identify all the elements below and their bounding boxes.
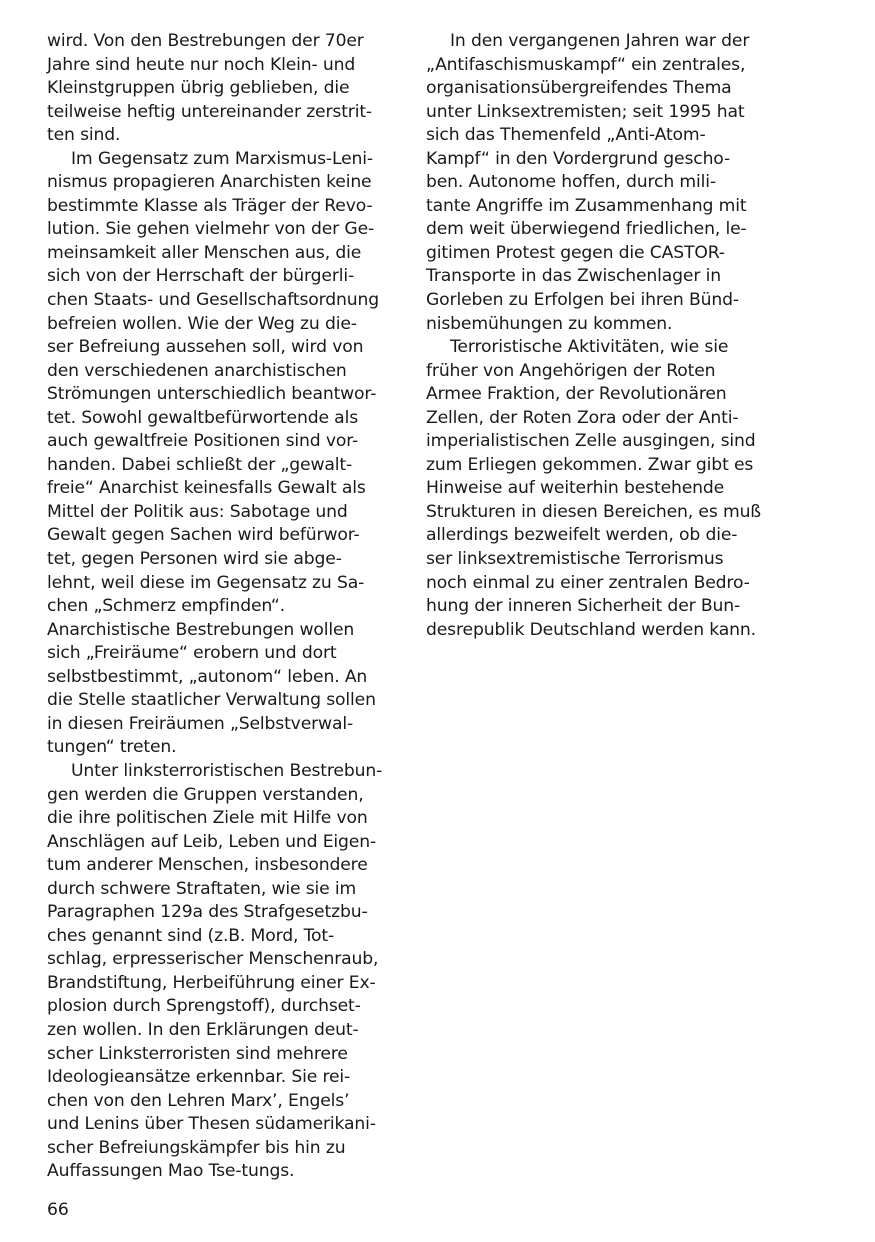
text-line: die ihre politischen Ziele mit Hilfe von bbox=[47, 808, 368, 829]
text-line: lehnt, weil diese im Gegensatz zu Sa- bbox=[47, 572, 365, 593]
text-line: gen werden die Gruppen verstanden, bbox=[47, 784, 364, 805]
page-number: 66 bbox=[47, 1200, 69, 1220]
text-line: noch einmal zu einer zentralen Bedro- bbox=[426, 572, 750, 593]
text-line: freie“ Anarchist keinesfalls Gewalt als bbox=[47, 478, 366, 499]
text-line: organisationsübergreifendes Thema bbox=[426, 78, 732, 99]
text-line: tet, gegen Personen wird sie abge- bbox=[47, 549, 342, 570]
text-line: zum Erliegen gekommen. Zwar gibt es bbox=[426, 454, 754, 475]
text-line: befreien wollen. Wie der Weg zu die- bbox=[47, 313, 357, 334]
text-line: ser Befreiung aussehen soll, wird von bbox=[47, 337, 364, 358]
text-line: und Lenins über Thesen südamerikani- bbox=[47, 1114, 376, 1135]
text-line: Mittel der Politik aus: Sabotage und bbox=[47, 501, 348, 522]
text-line: Transporte in das Zwischenlager in bbox=[426, 266, 721, 287]
text-line: sich von der Herrschaft der bürgerli- bbox=[47, 266, 355, 287]
text-line: ben. Autonome hoffen, durch mili- bbox=[426, 172, 716, 193]
text-line: Kleinstgruppen übrig geblieben, die bbox=[47, 78, 350, 99]
text-line: Paragraphen 129a des Strafgesetzbu- bbox=[47, 902, 368, 923]
text-line: durch schwere Straftaten, wie sie im bbox=[47, 878, 357, 899]
text-line: tum anderer Menschen, insbesondere bbox=[47, 855, 368, 876]
text-line: Ideologieansätze erkennbar. Sie rei- bbox=[47, 1067, 351, 1088]
text-line: scher Linksterroristen sind mehrere bbox=[47, 1043, 348, 1064]
right-text-column bbox=[426, 30, 776, 642]
text-line: Strömungen unterschiedlich beantwor- bbox=[47, 384, 377, 405]
text-line: Jahre sind heute nur noch Klein- und bbox=[47, 54, 356, 75]
text-line: Hinweise auf weiterhin bestehende bbox=[426, 478, 725, 499]
text-line: ten sind. bbox=[47, 125, 121, 146]
text-line: tet. Sowohl gewaltbefürwortende als bbox=[47, 407, 358, 428]
text-line: Brandstiftung, Herbeiführung einer Ex- bbox=[47, 972, 376, 993]
text-line: früher von Angehörigen der Roten bbox=[426, 360, 716, 381]
text-line: lution. Sie gehen vielmehr von der Ge- bbox=[47, 219, 375, 240]
text-line: bestimmte Klasse als Träger der Revo- bbox=[47, 195, 373, 216]
text-line: scher Befreiungskämpfer bis hin zu bbox=[47, 1137, 346, 1158]
text-line: Anarchistische Bestrebungen wollen bbox=[47, 619, 355, 640]
text-line: Armee Fraktion, der Revolutionären bbox=[426, 384, 727, 405]
text-line: auch gewaltfreie Positionen sind vor- bbox=[47, 431, 359, 452]
text-line: gitimen Protest gegen die CASTOR- bbox=[426, 242, 725, 263]
text-line: Gewalt gegen Sachen wird befürwor- bbox=[47, 525, 360, 546]
text-line: tungen“ treten. bbox=[47, 737, 177, 758]
text-line: imperialistischen Zelle ausgingen, sind bbox=[426, 431, 756, 452]
text-line: schlag, erpresserischer Menschenraub, bbox=[47, 949, 379, 970]
left-text-column bbox=[47, 30, 397, 1184]
text-line: Gorleben zu Erfolgen bei ihren Bünd- bbox=[426, 290, 739, 311]
text-line: nisbemühungen zu kommen. bbox=[426, 313, 673, 334]
text-line: zen wollen. In den Erklärungen deut- bbox=[47, 1019, 359, 1040]
text-line: Im Gegensatz zum Marxismus-Leni- bbox=[71, 148, 373, 169]
text-line: die Stelle staatlicher Verwaltung sollen bbox=[47, 690, 376, 711]
text-line: chen Staats- und Gesellschaftsordnung bbox=[47, 290, 379, 311]
text-line: Kampf“ in den Vordergrund gescho- bbox=[426, 148, 731, 169]
text-line: ches genannt sind (z.B. Mord, Tot- bbox=[47, 925, 335, 946]
text-line: ser linksextremistische Terrorismus bbox=[426, 549, 724, 570]
text-line: handen. Dabei schließt der „gewalt- bbox=[47, 454, 353, 475]
text-line: sich „Freiräume“ erobern und dort bbox=[47, 643, 337, 664]
text-line: desrepublik Deutschland werden kann. bbox=[426, 619, 756, 640]
text-line: Zellen, der Roten Zora oder der Anti- bbox=[426, 407, 739, 428]
text-line: den verschiedenen anarchistischen bbox=[47, 360, 347, 381]
text-line: wird. Von den Bestrebungen der 70er bbox=[47, 31, 364, 51]
text-line: nismus propagieren Anarchisten keine bbox=[47, 172, 372, 193]
text-line: „Antifaschismuskampf“ ein zentrales, bbox=[426, 54, 746, 75]
text-line: allerdings bezweifelt werden, ob die- bbox=[426, 525, 738, 546]
text-line: dem weit überwiegend friedlichen, le- bbox=[426, 219, 747, 240]
text-line: plosion durch Sprengstoff), durchset- bbox=[47, 996, 361, 1017]
text-line: unter Linksextremisten; seit 1995 hat bbox=[426, 101, 745, 122]
text-line: teilweise heftig untereinander zerstrit- bbox=[47, 101, 372, 122]
text-line: Strukturen in diesen Bereichen, es muß bbox=[426, 501, 761, 522]
text-line: chen „Schmerz empfinden“. bbox=[47, 596, 285, 617]
text-line: Anschlägen auf Leib, Leben und Eigen- bbox=[47, 831, 377, 852]
text-line: in diesen Freiräumen „Selbstverwal- bbox=[47, 713, 354, 734]
text-line: tante Angriffe im Zusammenhang mit bbox=[426, 195, 747, 216]
text-line: In den vergangenen Jahren war der bbox=[450, 31, 750, 51]
text-line: Auffassungen Mao Tse-tungs. bbox=[47, 1161, 295, 1182]
text-line: hung der inneren Sicherheit der Bun- bbox=[426, 596, 741, 617]
text-line: chen von den Lehren Marx’, Engels’ bbox=[47, 1090, 350, 1111]
text-line: meinsamkeit aller Menschen aus, die bbox=[47, 242, 362, 263]
text-line: Unter linksterroristischen Bestrebun- bbox=[71, 760, 383, 781]
text-line: selbstbestimmt, „autonom“ leben. An bbox=[47, 666, 368, 687]
text-line: sich das Themenfeld „Anti-Atom- bbox=[426, 125, 706, 146]
text-line: Terroristische Aktivitäten, wie sie bbox=[450, 337, 729, 358]
